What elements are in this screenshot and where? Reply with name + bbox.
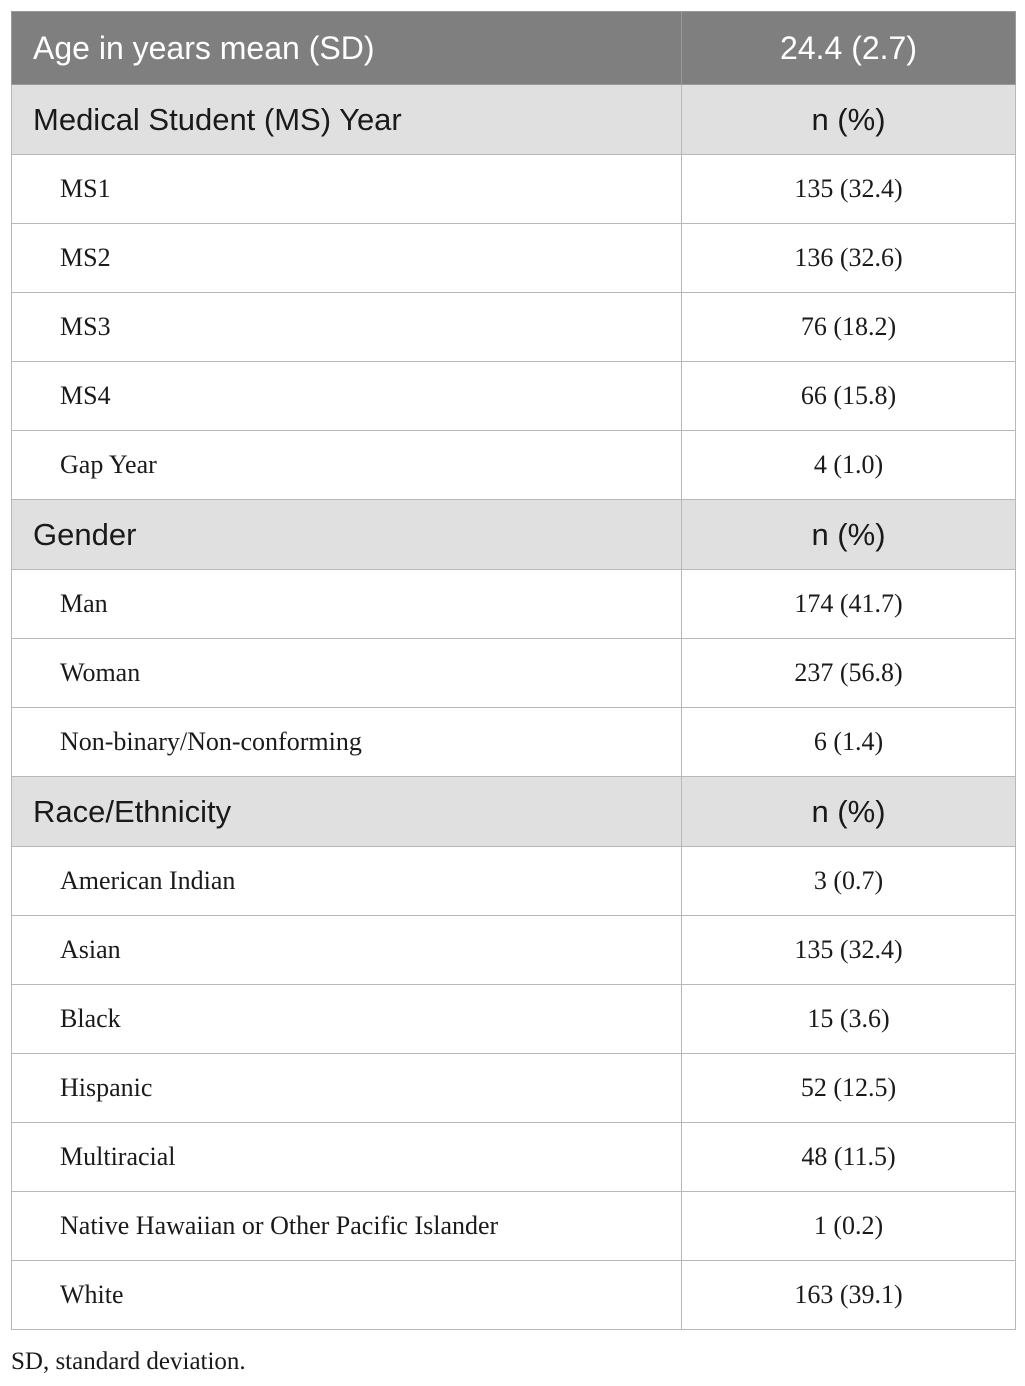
row-label: MS2 <box>12 224 682 293</box>
row-label: Hispanic <box>12 1054 682 1123</box>
row-label: MS1 <box>12 155 682 224</box>
section-header-ms-year <box>12 85 1016 155</box>
table-row <box>12 916 1016 985</box>
row-value: 135 (32.4) <box>682 155 1016 224</box>
table-footnote: SD, standard deviation. <box>11 1348 246 1375</box>
row-label: Black <box>12 985 682 1054</box>
table-row <box>12 1261 1016 1330</box>
age-value: 24.4 (2.7) <box>682 12 1016 85</box>
row-value: 76 (18.2) <box>682 293 1016 362</box>
section-value-header: n (%) <box>682 777 1016 847</box>
row-value: 136 (32.6) <box>682 224 1016 293</box>
row-label: Woman <box>12 639 682 708</box>
row-value: 1 (0.2) <box>682 1192 1016 1261</box>
row-value: 66 (15.8) <box>682 362 1016 431</box>
table-row <box>12 1123 1016 1192</box>
row-label: Asian <box>12 916 682 985</box>
row-label: Man <box>12 570 682 639</box>
demographics-table-wrapper <box>11 11 1015 1330</box>
table-row <box>12 224 1016 293</box>
section-title: Race/Ethnicity <box>12 777 682 847</box>
section-title: Gender <box>12 500 682 570</box>
row-value: 48 (11.5) <box>682 1123 1016 1192</box>
row-value: 163 (39.1) <box>682 1261 1016 1330</box>
section-header-race-ethnicity <box>12 777 1016 847</box>
table-row <box>12 708 1016 777</box>
row-label: Gap Year <box>12 431 682 500</box>
row-label: MS4 <box>12 362 682 431</box>
row-label: White <box>12 1261 682 1330</box>
section-value-header: n (%) <box>682 85 1016 155</box>
row-label: Non-binary/Non-conforming <box>12 708 682 777</box>
table-row <box>12 362 1016 431</box>
row-label: American Indian <box>12 847 682 916</box>
table-row <box>12 1054 1016 1123</box>
row-value: 135 (32.4) <box>682 916 1016 985</box>
table-row <box>12 639 1016 708</box>
table-row <box>12 570 1016 639</box>
age-label: Age in years mean (SD) <box>12 12 682 85</box>
row-value: 6 (1.4) <box>682 708 1016 777</box>
table-header-row <box>12 12 1016 85</box>
demographics-table <box>11 11 1016 1330</box>
table-row <box>12 1192 1016 1261</box>
row-value: 15 (3.6) <box>682 985 1016 1054</box>
row-value: 3 (0.7) <box>682 847 1016 916</box>
section-header-gender <box>12 500 1016 570</box>
row-label: Native Hawaiian or Other Pacific Islander <box>12 1192 682 1261</box>
row-value: 4 (1.0) <box>682 431 1016 500</box>
row-label: MS3 <box>12 293 682 362</box>
table-row <box>12 431 1016 500</box>
row-value: 174 (41.7) <box>682 570 1016 639</box>
table-row <box>12 985 1016 1054</box>
table-row <box>12 155 1016 224</box>
section-value-header: n (%) <box>682 500 1016 570</box>
table-row <box>12 293 1016 362</box>
row-label: Multiracial <box>12 1123 682 1192</box>
section-title: Medical Student (MS) Year <box>12 85 682 155</box>
table-row <box>12 847 1016 916</box>
row-value: 237 (56.8) <box>682 639 1016 708</box>
row-value: 52 (12.5) <box>682 1054 1016 1123</box>
